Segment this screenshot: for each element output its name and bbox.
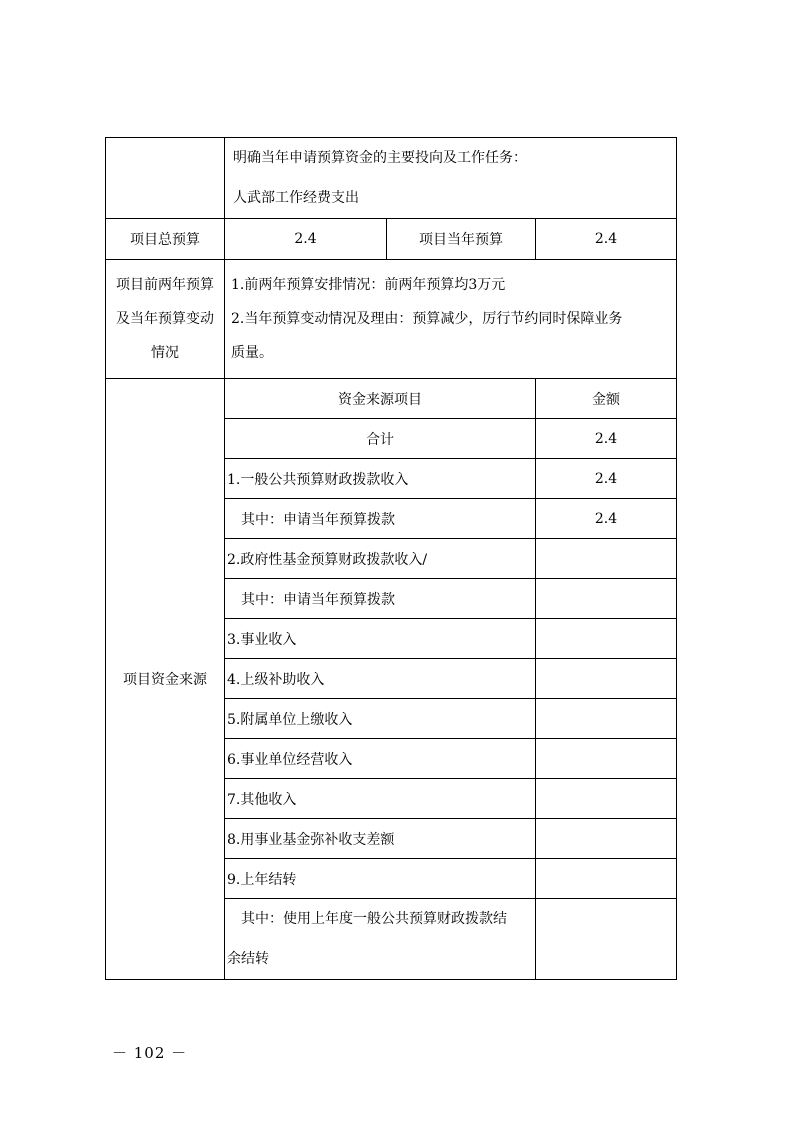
source-header-amount: 金额 [536,379,677,419]
task-value: 人武部工作经费支出 [233,190,359,206]
source-item: 8.用事业基金弥补收支差额 [225,819,536,859]
source-item: 3.事业收入 [225,619,536,659]
budget-change-label-line-3: 情况 [151,345,179,361]
source-amount [536,739,677,779]
source-item: 其中：申请当年预算拨款 [225,579,536,619]
source-amount [536,819,677,859]
source-amount: 2.4 [536,459,677,499]
budget-change-line-1: 1.前两年预算安排情况：前两年预算均3万元 [231,277,506,293]
budget-change-content [225,260,677,379]
task-row [106,138,677,219]
source-item: 6.事业单位经营收入 [225,739,536,779]
source-amount [536,619,677,659]
source-header-item: 资金来源项目 [225,379,536,419]
source-item: 合计 [225,419,536,459]
source-item-last-line-2: 余结转 [227,951,269,967]
source-amount [536,779,677,819]
task-cell [225,138,677,219]
task-text: 明确当年申请预算资金的主要投向及工作任务： [233,150,527,166]
source-amount [536,539,677,579]
source-item: 9.上年结转 [225,859,536,899]
source-amount-last [536,899,677,980]
current-budget-value: 2.4 [536,219,677,260]
source-item: 其中：申请当年预算拨款 [225,499,536,539]
source-amount [536,859,677,899]
budget-change-line-3: 质量。 [231,345,273,361]
budget-change-line-2: 2.当年预算变动情况及理由：预算减少，厉行节约同时保障业务 [231,311,623,327]
source-item-last [225,899,536,980]
source-item: 1.一般公共预算财政拨款收入 [225,459,536,499]
budget-table [105,137,677,980]
current-budget-label: 项目当年预算 [387,219,536,260]
source-amount [536,579,677,619]
source-amount: 2.4 [536,419,677,459]
budget-change-label-line-2: 及当年预算变动 [116,311,214,327]
total-budget-label: 项目总预算 [106,219,225,260]
budget-change-label-line-1: 项目前两年预算 [116,277,214,293]
source-item: 7.其他收入 [225,779,536,819]
source-header-row [106,379,677,419]
source-amount: 2.4 [536,499,677,539]
source-item-last-line-1: 其中：使用上年度一般公共预算财政拨款结 [241,911,507,927]
budget-change-row [106,260,677,379]
source-item: 2.政府性基金预算财政拨款收入/ [225,539,536,579]
source-amount [536,659,677,699]
source-amount [536,699,677,739]
source-item: 4.上级补助收入 [225,659,536,699]
budget-change-label [106,260,225,379]
page-number: － 102 － [112,1044,188,1062]
budget-row [106,219,677,260]
source-label: 项目资金来源 [106,379,225,980]
source-item: 5.附属单位上缴收入 [225,699,536,739]
task-label-cell [106,138,225,219]
total-budget-value: 2.4 [225,219,387,260]
